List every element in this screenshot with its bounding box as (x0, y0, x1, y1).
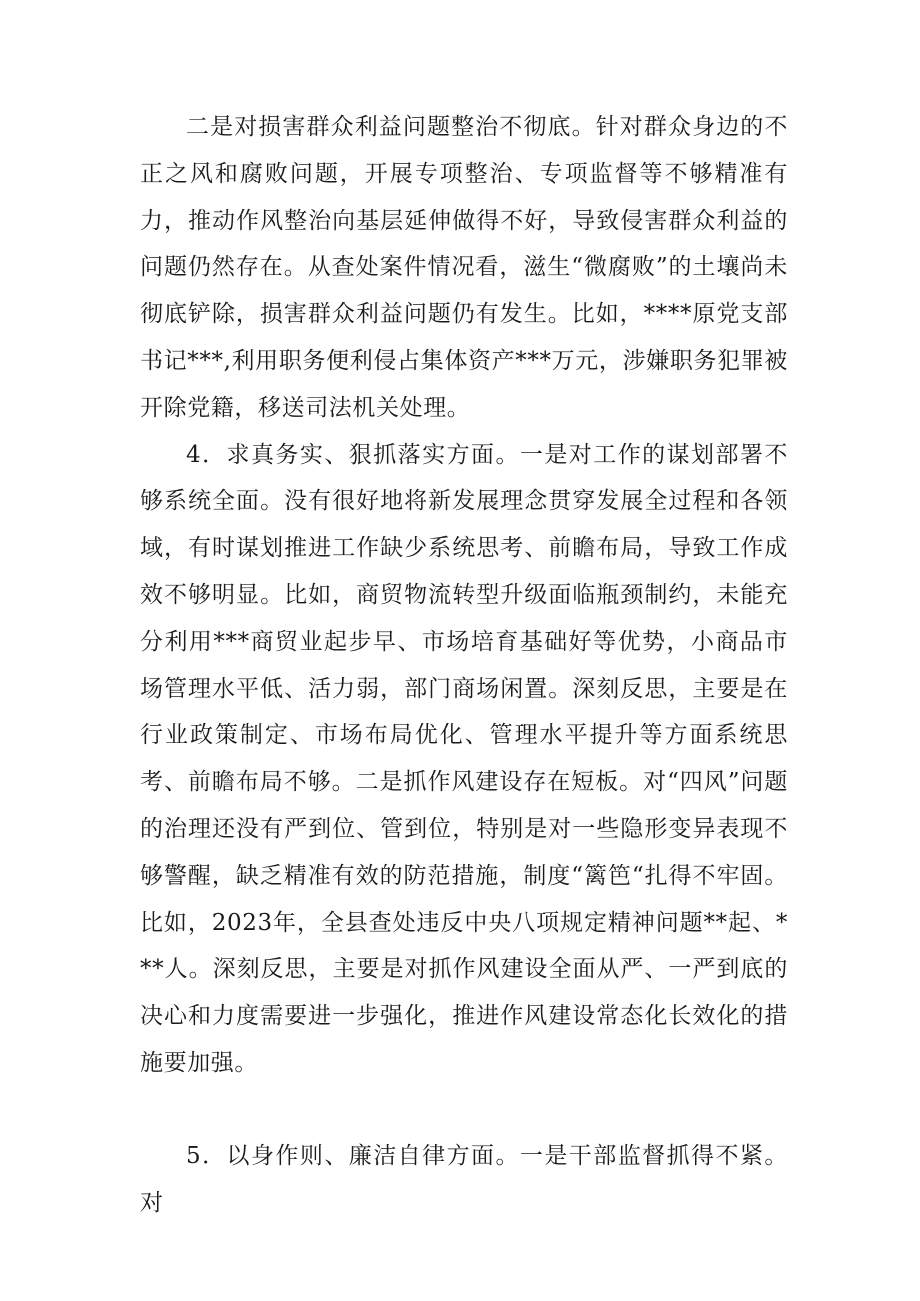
paragraph-harm-to-public-interest: 二是对损害群众利益问题整治不彻底。针对群众身边的不正之风和腐败问题，开展专项整治、专项监督等不够精准有力，推动作风整治向基层延伸做得不好，导致侵害群众利益的问题仍然存在。从查处案件情况看，滋生“微腐败”的土壤尚未彻底铲除，损害群众利益问题仍有发生。比如，****原党支部书记***,利用职务便利侵占集体资产***万元，涉嫌职务犯罪被开除党籍，移送司法机关处理。 (140, 114, 788, 421)
paragraph-section-4-pragmatism: 4．求真务实、狠抓落实方面。一是对工作的谋划部署不够系统全面。没有很好地将新发展理念贯穿发展全过程和各领域，有时谋划推进工作缺少系统思考、前瞻布局，导致工作成效不够明显。比如，商贸物流转型升级面临瓶颈制约，未能充分利用***商贸业起步早、市场培育基础好等优势，小商品市场管理水平低、活力弱，部门商场闲置。深刻反思，主要是在行业政策制定、市场布局优化、管理水平提升等方面系统思考、前瞻布局不够。二是抓作风建设存在短板。对“四风”问题的治理还没有严到位、管到位，特别是对一些隐形变异表现不够警醒，缺乏精准有效的防范措施，制度“篱笆“扎得不牢固。比如，2023年，全县查处违反中央八项规定精神问题**起、***人。深刻反思，主要是对抓作风建设全面从严、一严到底的决心和力度需要进一步强化，推进作风建设常态化长效化的措施要加强。 (140, 441, 788, 1076)
paragraph-section-5-integrity: 5．以身作则、廉洁自律方面。一是干部监督抓得不紧。对 (140, 1142, 788, 1216)
document-body (140, 104, 788, 1226)
